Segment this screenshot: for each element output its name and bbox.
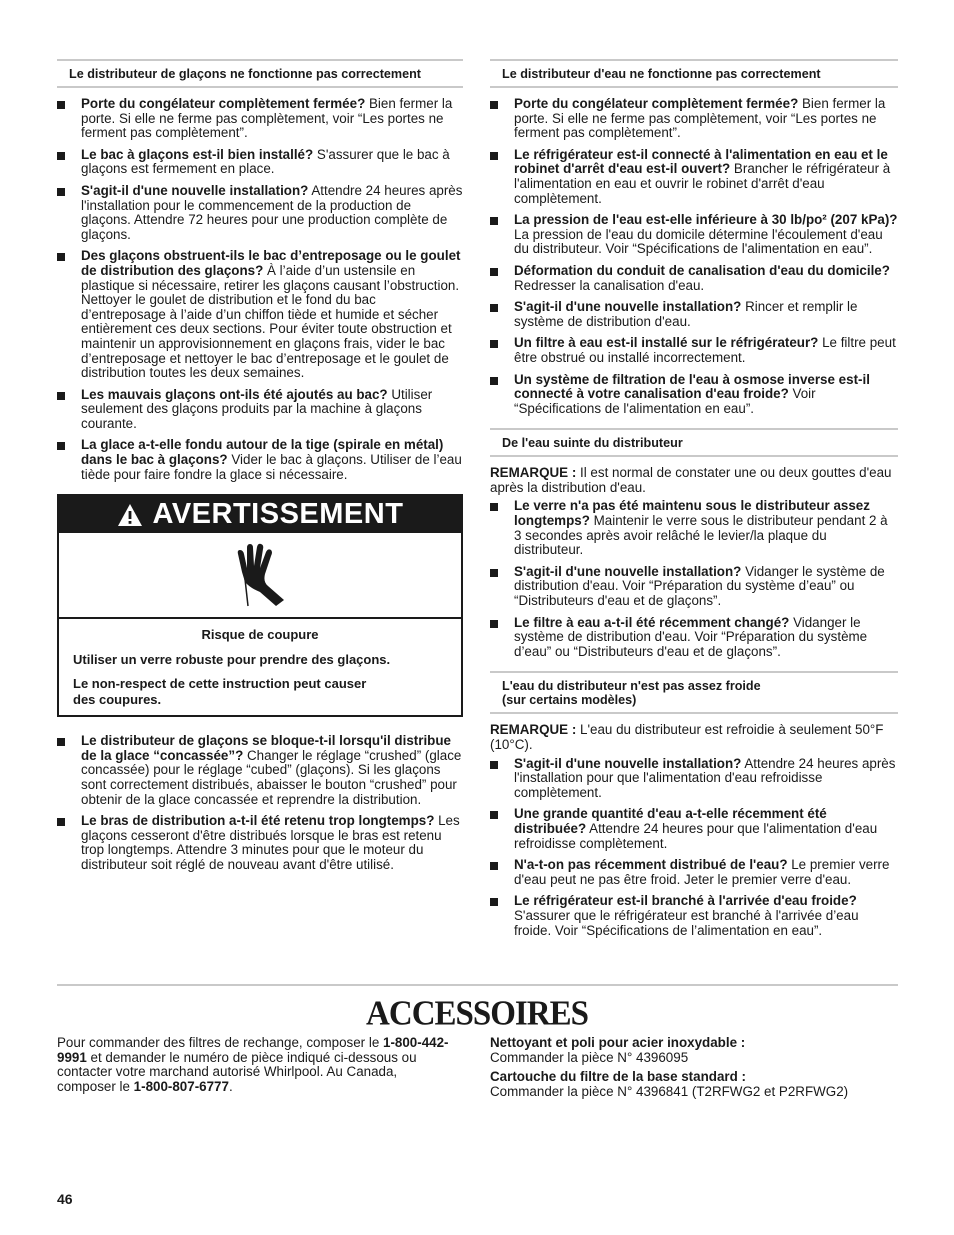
page-number: 46 bbox=[57, 1191, 73, 1207]
list-item: S'agit-il d'une nouvelle installation? Rincer et remplir le système de distribution d'eau. bbox=[490, 300, 898, 329]
warning-instruction: Utiliser un verre robuste pour prendre des glaçons. bbox=[73, 651, 391, 667]
warning-text bbox=[59, 619, 461, 715]
section-heading-not-cold: L'eau du distributeur n'est pas assez froide (sur certains modèles) bbox=[490, 671, 898, 714]
accessory-value: Commander la pièce N° 4396095 bbox=[490, 1049, 689, 1065]
list-item: La glace a-t-elle fondu autour de la tige (spirale en métal) dans le bac à glaçons? Vider le bac à glaçons. Utiliser de l’eau tiède pour faire fondre la glace si nécessaire. bbox=[57, 438, 463, 482]
phone-canada: 1-800-807-6777 bbox=[133, 1078, 229, 1094]
phone-us: 1-800-442-9991 bbox=[57, 1035, 449, 1065]
warning-header bbox=[59, 496, 461, 533]
right-column bbox=[490, 59, 898, 938]
accessory-value: Commander la pièce N° 4396841 (T2RFWG2 et P2RFWG2) bbox=[490, 1083, 849, 1099]
warning-pictogram bbox=[59, 533, 461, 619]
not-cold-list bbox=[490, 757, 898, 939]
list-item: La pression de l'eau est-elle inférieure à 30 lb/po² (207 kPa)? La pression de l'eau du domicile détermine l'écoulement d'eau du distributeur. Voir “Spécifications de l'alimentation en eau”. bbox=[490, 213, 898, 257]
warning-triangle-icon bbox=[117, 503, 143, 527]
section-heading-leaking: De l'eau suinte du distributeur bbox=[490, 428, 898, 457]
ice-dispenser-list bbox=[57, 97, 463, 482]
list-item: Une grande quantité d'eau a-t-elle récemment été distribuée? Attendre 24 heures pour que l'alimentation d'eau refroidisse complètement. bbox=[490, 807, 898, 851]
ice-dispenser-list-continued bbox=[57, 734, 463, 872]
accessories-title: ACCESSOIRES bbox=[366, 995, 588, 1033]
list-item: Le verre n'a pas été maintenu sous le distributeur assez longtemps? Maintenir le verre sous le distributeur pendant 2 à 3 secondes après avoir relâché le levier/la plaque du distributeur. bbox=[490, 499, 898, 557]
list-item: Le réfrigérateur est-il connecté à l'alimentation en eau et le robinet d'arrêt d'eau est-il ouvert? Brancher le réfrigérateur à l'alimentation en eau et ouvrir le robinet d'arrêt d'eau complètement. bbox=[490, 148, 898, 206]
accessories-list bbox=[490, 1036, 898, 1099]
leaking-list bbox=[490, 499, 898, 659]
list-item: Le distributeur de glaçons se bloque-t-il lorsqu'il distribue de la glace “concassée”? Changer le réglage “crushed” (glace concassée) pour le réglage “cubed” (glaçons). Si les glaçons sont correctement distribués, abaisser le bouton “crushed” pour obtenir de la glace concassée et reprendre la distribution. bbox=[57, 734, 463, 807]
list-item: N'a-t-on pas récemment distribué de l'eau? Le premier verre d'eau peut ne pas être froid. Jeter le premier verre d'eau. bbox=[490, 858, 898, 887]
not-cold-note: REMARQUE : L'eau du distributeur est refroidie à seulement 50°F (10°C). bbox=[490, 722, 884, 752]
list-item: Un filtre à eau est-il installé sur le réfrigérateur? Le filtre peut être obstrué ou installé incorrectement. bbox=[490, 336, 898, 365]
section-heading-ice-dispenser: Le distributeur de glaçons ne fonctionne pas correctement bbox=[57, 59, 463, 88]
list-item: Le filtre à eau a-t-il été récemment changé? Vidanger le système de distribution d'eau. Voir “Préparation du système d’eau” ou “Distributeurs d'eau et de glaçons”. bbox=[490, 616, 898, 660]
list-item: Un système de filtration de l'eau à osmose inverse est-il connecté à votre canalisation d'eau froide? Voir “Spécifications de l'alimentation en eau”. bbox=[490, 373, 898, 417]
list-item: Porte du congélateur complètement fermée? Bien fermer la porte. Si elle ne ferme pas complètement, voir “Les portes ne ferment pas complètement”. bbox=[490, 97, 898, 141]
list-item: Déformation du conduit de canalisation d'eau du domicile? Redresser la canalisation d'eau. bbox=[490, 264, 898, 293]
list-item: Le réfrigérateur est-il branché à l'arrivée d'eau froide? S'assurer que le réfrigérateur est branché à l'arrivée d’eau froide. Voir “Spécifications de l’alimentation en eau”. bbox=[490, 894, 898, 938]
list-item: Le bras de distribution a-t-il été retenu trop longtemps? Les glaçons cesseront d'être distribués lorsque le bras est retenu trop longtemps. Attendre 3 minutes pour que le moteur du distributeur soit réglé de nouveau avant d'être utilisé. bbox=[57, 814, 463, 872]
accessory-label: Nettoyant et poli pour acier inoxydable : bbox=[490, 1035, 746, 1050]
leaking-note: REMARQUE : Il est normal de constater une ou deux gouttes d'eau après la distribution d'eau. bbox=[490, 465, 892, 495]
list-item: Porte du congélateur complètement fermée? Bien fermer la porte. Si elle ne ferme pas complètement, voir “Les portes ne ferment pas complètement”. bbox=[57, 97, 463, 141]
section-divider bbox=[57, 984, 898, 986]
accessories-ordering-text: Pour commander des filtres de rechange, composer le 1-800-442-9991 et demander le numéro de pièce indiqué ci-dessous ou contacter votre marchand autorisé Whirlpool. Au Canada, composer le 1-800-807-6777. bbox=[57, 1035, 449, 1094]
list-item: S'agit-il d'une nouvelle installation? Attendre 24 heures après l'installation pour le commencement de la production de glaçons. Attendre 72 heures pour une production complète de glaçons. bbox=[57, 184, 463, 242]
accessory-label: Cartouche du filtre de la base standard : bbox=[490, 1069, 746, 1085]
list-item: S'agit-il d'une nouvelle installation? Vidanger le système de distribution d'eau. Voir “Préparation du système d’eau” ou “Distributeurs d'eau et de glaçons”. bbox=[490, 565, 898, 609]
list-item: Des glaçons obstruent-ils le bac d’entreposage ou le goulet de distribution des glaçons? À l’aide d’un ustensile en plastique si nécessaire, retirer les glaçons causant l’obstruction. Nettoyer le goulet de distribution et le fond du bac d’entreposage à l’aide d’un chiffon tiède et humide et sécher entièrement ces deux sections. Pour éviter toute obstruction et maintenir un approvisionnement en glaçons frais, vider le bac d’entreposage et nettoyer le bac d’entreposage et le goulet de distribution toutes les deux semaines. bbox=[57, 249, 463, 380]
warning-risk: Risque de coupure bbox=[201, 627, 319, 643]
warning-consequence: Le non-respect de cette instruction peut causer des coupures. bbox=[73, 676, 367, 707]
list-item: S'agit-il d'une nouvelle installation? Attendre 24 heures après l'installation pour que l'alimentation d'eau refroidisse complètement. bbox=[490, 757, 898, 801]
left-column bbox=[57, 59, 463, 873]
list-item: Les mauvais glaçons ont-ils été ajoutés au bac? Utiliser seulement des glaçons produits par la machine à glaçons courante. bbox=[57, 388, 463, 432]
list-item: Le bac à glaçons est-il bien installé? S'assurer que le bac à glaçons est fermement en place. bbox=[57, 148, 463, 177]
water-dispenser-list bbox=[490, 97, 898, 416]
warning-title: AVERTISSEMENT bbox=[152, 498, 404, 531]
cut-hand-icon bbox=[228, 542, 292, 608]
section-heading-water-dispenser: Le distributeur d'eau ne fonctionne pas correctement bbox=[490, 59, 898, 88]
warning-box bbox=[57, 494, 463, 717]
